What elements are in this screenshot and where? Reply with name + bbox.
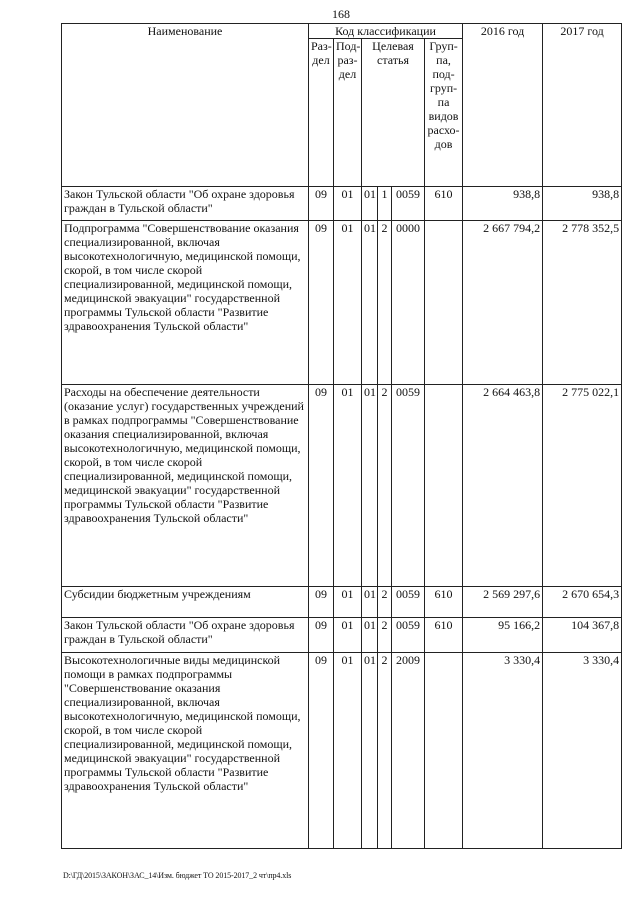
table-row — [62, 653, 622, 849]
row-article-direction: 0059 — [392, 187, 425, 221]
row-article-program: 01 — [362, 221, 378, 385]
row-subsection: 01 — [334, 653, 362, 849]
row-section: 09 — [309, 618, 334, 653]
budget-table — [61, 23, 622, 849]
row-section: 09 — [309, 587, 334, 618]
table-row — [62, 187, 622, 221]
header-year-2016: 2016 год — [463, 24, 543, 187]
header-year-2017: 2017 год — [543, 24, 622, 187]
row-article-program: 01 — [362, 618, 378, 653]
row-name: Расходы на обеспечение деятельности (оказание услуг) государственных учреждений в рамках подпрограммы "Совершенствование оказания специализированной, включая высокотехнологичную, медицинской помощи, скорой, в том числе скорой специализированной, медицинской помощи, медицинской эвакуации" государственной программы Тульской области "Развитие здравоохранения Тульской области" — [62, 385, 309, 587]
row-amount-2016: 3 330,4 — [463, 653, 543, 849]
row-section: 09 — [309, 187, 334, 221]
row-amount-2017: 3 330,4 — [543, 653, 622, 849]
row-amount-2017: 938,8 — [543, 187, 622, 221]
header-section: Раз-дел — [309, 39, 334, 187]
table-row — [62, 221, 622, 385]
row-article-program: 01 — [362, 385, 378, 587]
row-article-program: 01 — [362, 187, 378, 221]
row-article-direction: 0059 — [392, 618, 425, 653]
row-subsection: 01 — [334, 385, 362, 587]
row-article-direction: 2009 — [392, 653, 425, 849]
row-name: Закон Тульской области "Об охране здоровья граждан в Тульской области" — [62, 187, 309, 221]
row-expense-group — [425, 385, 463, 587]
row-article-direction: 0059 — [392, 385, 425, 587]
row-article-subprogram: 2 — [378, 653, 392, 849]
row-name: Подпрограмма "Совершенствование оказания специализированной, включая высокотехнологичную, медицинской помощи, скорой, в том числе скорой специализированной, медицинской помощи, медицинской эвакуации" государственной программы Тульской области "Развитие здравоохранения Тульской области" — [62, 221, 309, 385]
row-section: 09 — [309, 653, 334, 849]
header-expense-group: Груп-па, под-груп-па видов расхо-дов — [425, 39, 463, 187]
table-row — [62, 385, 622, 587]
row-article-program: 01 — [362, 587, 378, 618]
table-row — [62, 587, 622, 618]
row-article-direction: 0000 — [392, 221, 425, 385]
file-path-footer: D:\ГД\2015\ЗАКОН\ЗАС_14\Изм. бюджет ТО 2015-2017_2 чт\пр4.xls — [63, 871, 292, 880]
row-article-program: 01 — [362, 653, 378, 849]
row-amount-2016: 2 667 794,2 — [463, 221, 543, 385]
row-article-subprogram: 2 — [378, 618, 392, 653]
row-article-subprogram: 2 — [378, 587, 392, 618]
row-section: 09 — [309, 221, 334, 385]
row-expense-group — [425, 653, 463, 849]
row-article-subprogram: 1 — [378, 187, 392, 221]
row-amount-2017: 2 670 654,3 — [543, 587, 622, 618]
row-amount-2016: 95 166,2 — [463, 618, 543, 653]
row-article-direction: 0059 — [392, 587, 425, 618]
row-subsection: 01 — [334, 618, 362, 653]
header-target-article: Целевая статья — [362, 39, 425, 187]
row-name: Высокотехнологичные виды медицинской помощи в рамках подпрограммы "Совершенствование оказания специализированной, включая высокотехнологичную, медицинской помощи, скорой, в том числе скорой специализированной, медицинской помощи, медицинской эвакуации" государственной программы Тульской области "Развитие здравоохранения Тульской области" — [62, 653, 309, 849]
row-article-subprogram: 2 — [378, 385, 392, 587]
row-article-subprogram: 2 — [378, 221, 392, 385]
row-amount-2016: 938,8 — [463, 187, 543, 221]
row-expense-group: 610 — [425, 618, 463, 653]
row-amount-2016: 2 664 463,8 — [463, 385, 543, 587]
row-expense-group — [425, 221, 463, 385]
row-amount-2017: 104 367,8 — [543, 618, 622, 653]
row-section: 09 — [309, 385, 334, 587]
row-amount-2016: 2 569 297,6 — [463, 587, 543, 618]
row-name: Закон Тульской области "Об охране здоровья граждан в Тульской области" — [62, 618, 309, 653]
row-subsection: 01 — [334, 187, 362, 221]
header-classification-code: Код классификации — [309, 24, 463, 39]
row-amount-2017: 2 778 352,5 — [543, 221, 622, 385]
header-subsection: Под-раз-дел — [334, 39, 362, 187]
header-name: Наименование — [62, 24, 309, 187]
page-number: 168 — [332, 7, 350, 21]
row-name: Субсидии бюджетным учреждениям — [62, 587, 309, 618]
table-row — [62, 618, 622, 653]
row-subsection: 01 — [334, 221, 362, 385]
row-expense-group: 610 — [425, 587, 463, 618]
row-subsection: 01 — [334, 587, 362, 618]
row-amount-2017: 2 775 022,1 — [543, 385, 622, 587]
row-expense-group: 610 — [425, 187, 463, 221]
